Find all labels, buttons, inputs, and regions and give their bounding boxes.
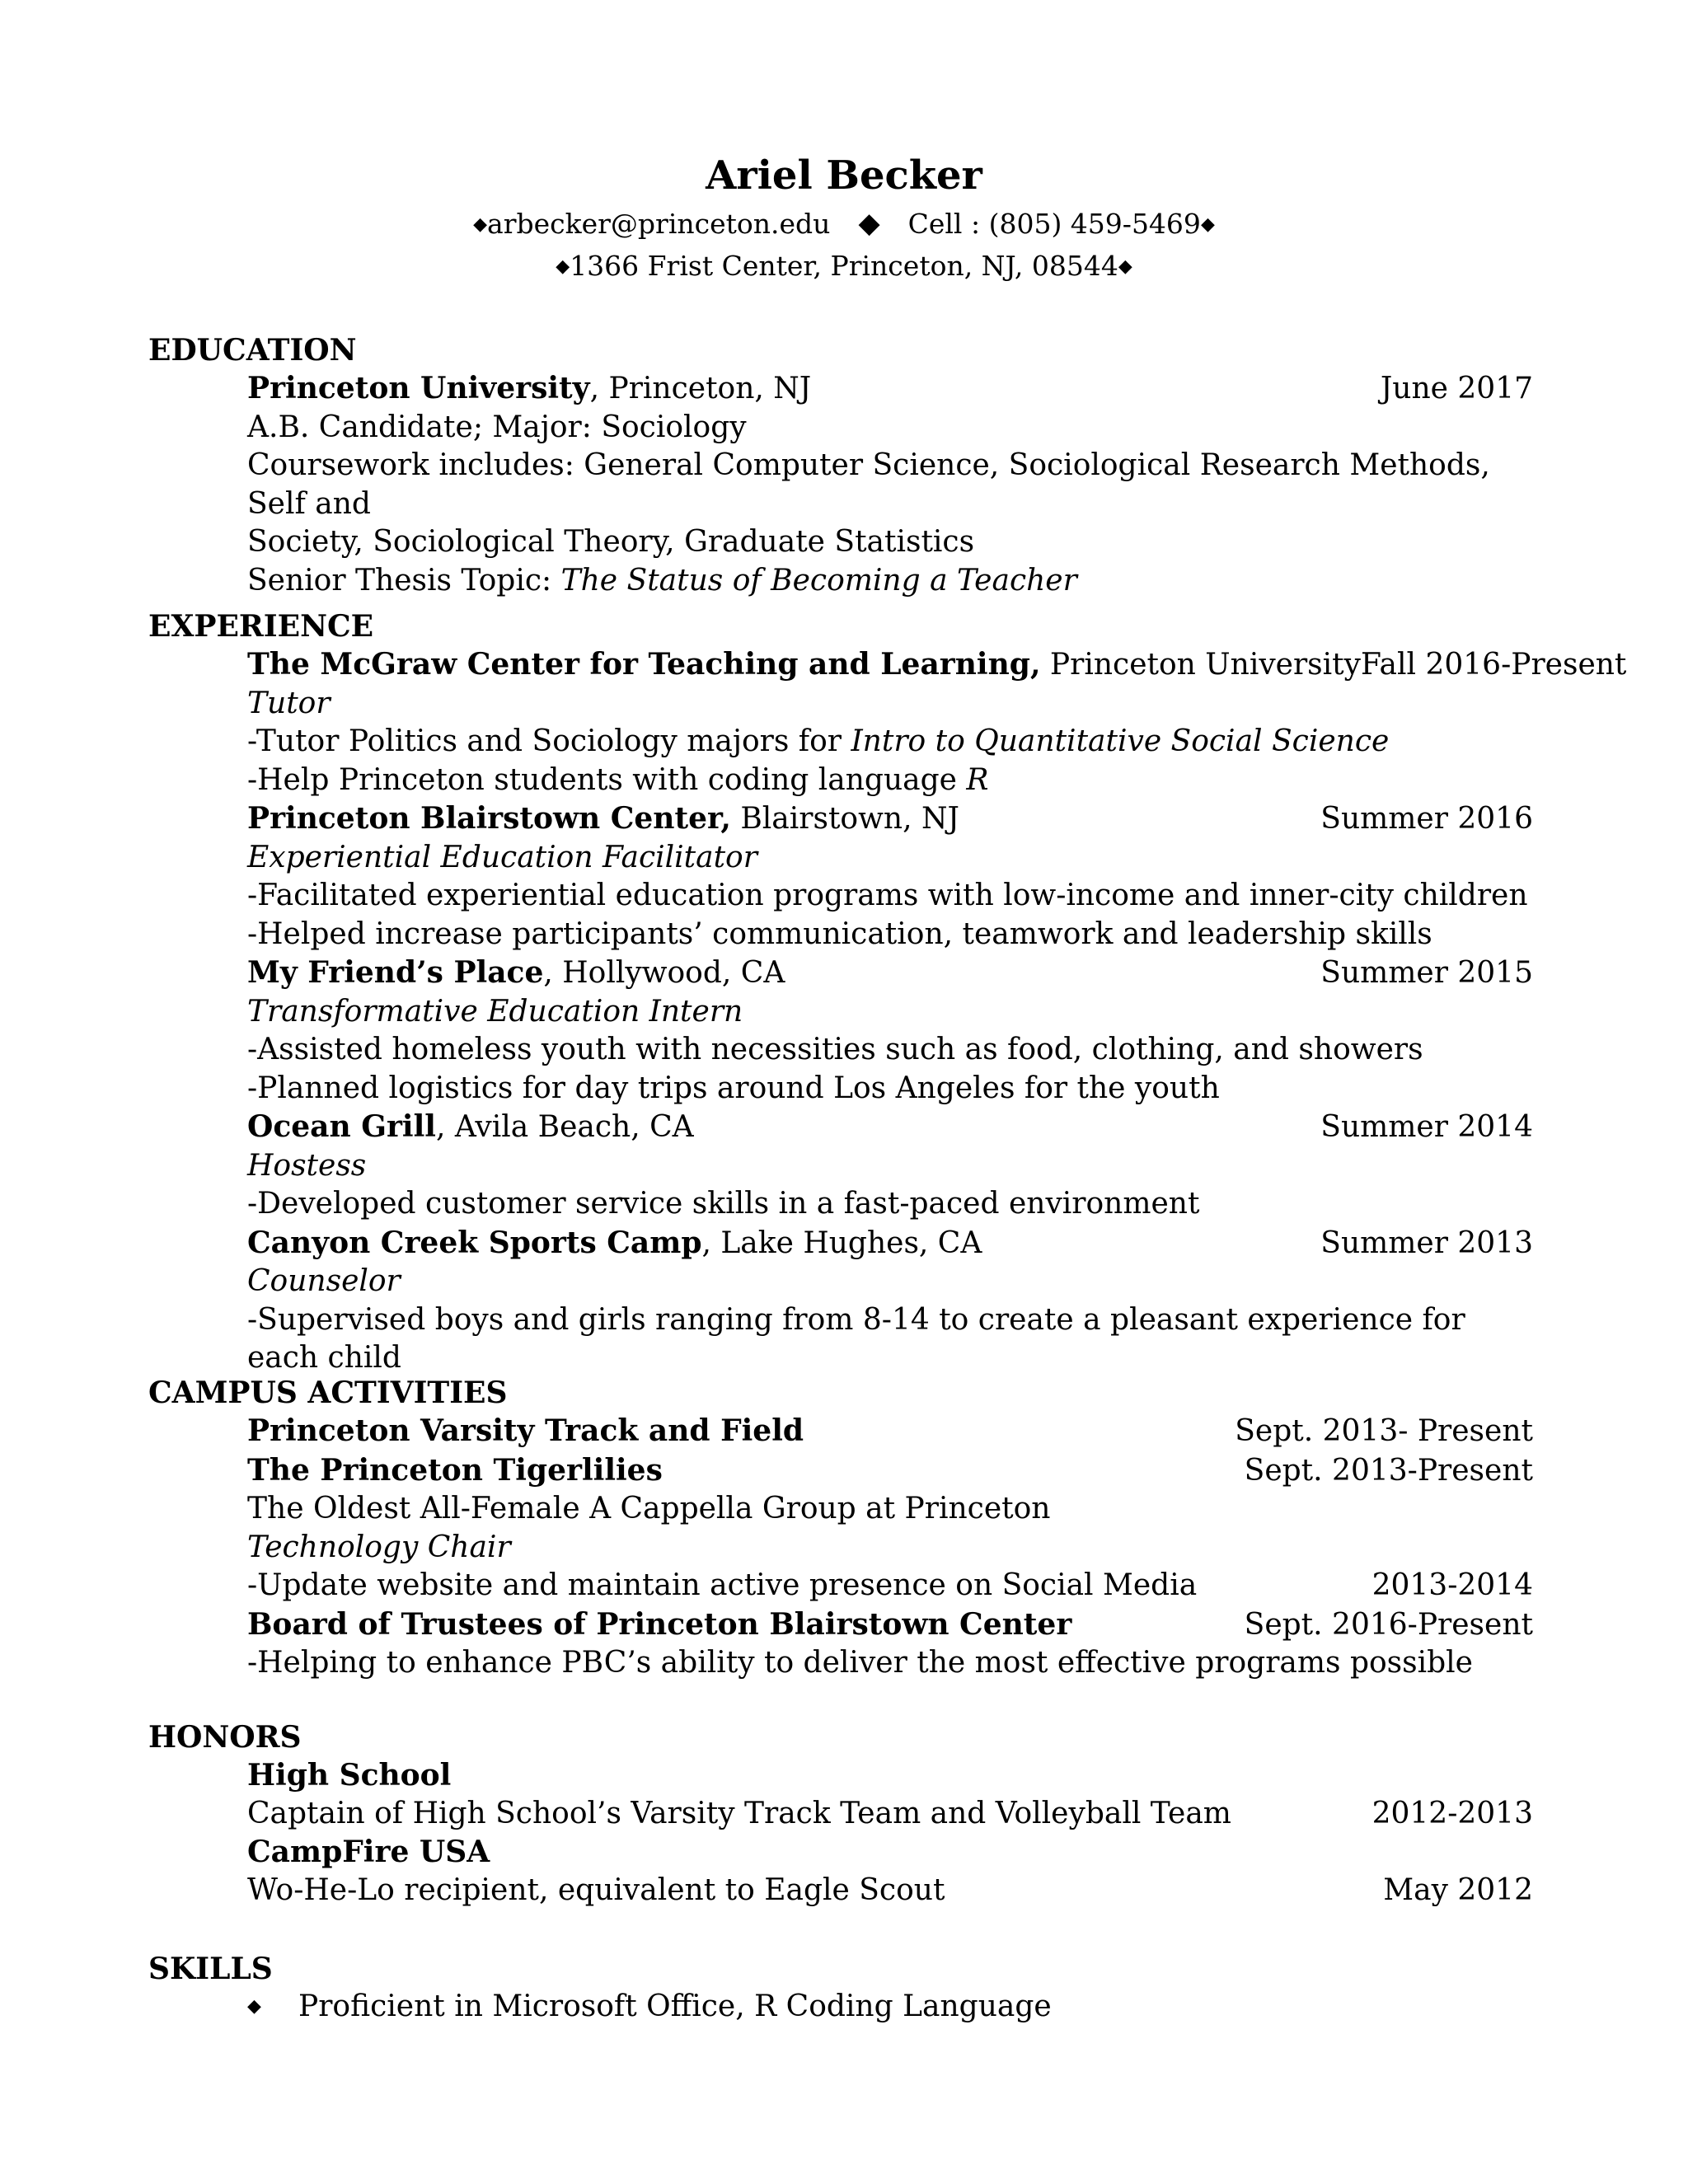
diamond-icon: ◆ xyxy=(1200,214,1215,235)
activity-row xyxy=(247,1605,1533,1645)
diamond-icon: ◆ xyxy=(858,207,880,240)
job-org: The McGraw Center for Teaching and Learning, xyxy=(247,647,1041,682)
school-name: Princeton University xyxy=(247,371,590,405)
activity-bullet: -Helping to enhance PBC’s ability to deliver the most effective programs possible xyxy=(247,1646,1473,1680)
skills-section xyxy=(148,1950,1533,2027)
activity-date: Sept. 2013- Present xyxy=(1235,1414,1533,1448)
job-header-row xyxy=(247,645,1627,685)
activity-date: 2013-2014 xyxy=(1372,1568,1533,1602)
address-line xyxy=(0,246,1688,288)
contact-line xyxy=(0,203,1688,246)
diamond-icon: ◆ xyxy=(473,214,488,235)
job-role: Experiential Education Facilitator xyxy=(247,840,757,874)
job-role: Tutor xyxy=(247,686,331,720)
activity-bullet-row xyxy=(247,1567,1533,1605)
activities-section xyxy=(148,1374,1533,1683)
resume-header xyxy=(0,148,1688,288)
activity-bullet: -Update website and maintain active presence on Social Media xyxy=(247,1568,1198,1602)
section-title-experience: EXPERIENCE xyxy=(148,609,374,644)
education-date: June 2017 xyxy=(1380,372,1533,405)
thesis-title: The Status of Becoming a Teacher xyxy=(560,563,1077,598)
honor-name: CampFire USA xyxy=(247,1835,490,1869)
honor-name: High School xyxy=(247,1758,452,1793)
job-bullet: -Helped increase participants’ communication, teamwork and leadership skills xyxy=(247,916,1432,951)
activity-row xyxy=(247,1412,1533,1451)
job-bullet-text: -Help Princeton students with coding language xyxy=(247,762,967,797)
honor-desc: Captain of High School’s Varsity Track Team and Volleyball Team xyxy=(247,1796,1231,1830)
job-header-row xyxy=(247,1108,1533,1147)
activity-name: Princeton Varsity Track and Field xyxy=(247,1413,804,1448)
job-location: Blairstown, NJ xyxy=(730,802,959,836)
honor-row xyxy=(247,1795,1533,1834)
job-bullet xyxy=(247,723,1533,762)
activity-desc: The Oldest All-Female A Cappella Group at Princeton xyxy=(247,1492,1051,1526)
job-role: Counselor xyxy=(247,1264,401,1298)
thesis-line xyxy=(247,562,1533,601)
skill-text: Proficient in Microsoft Office, R Coding Language xyxy=(298,1990,1052,2023)
honors-section xyxy=(148,1718,1533,1910)
job-location: , Hollywood, CA xyxy=(543,956,785,990)
job-bullet xyxy=(247,762,1533,800)
job-header-row xyxy=(247,954,1533,993)
education-section xyxy=(148,331,1533,600)
degree-text: A.B. Candidate; Major: Sociology xyxy=(247,410,747,444)
job-location: , Avila Beach, CA xyxy=(435,1110,694,1144)
honor-row xyxy=(247,1872,1533,1910)
job-bullet: -Planned logistics for day trips around Los Angeles for the youth xyxy=(247,1071,1220,1105)
education-school-row xyxy=(247,369,1533,409)
diamond-icon: ◆ xyxy=(556,256,570,277)
section-title-skills: SKILLS xyxy=(148,1952,273,1986)
section-title-honors: HONORS xyxy=(148,1720,302,1755)
email-text: arbecker@princeton.edu xyxy=(487,208,831,240)
job-role: Transformative Education Intern xyxy=(247,994,743,1029)
job-location: Princeton University xyxy=(1040,648,1361,682)
job-date: Summer 2013 xyxy=(1320,1226,1533,1260)
job-header-row xyxy=(247,799,1533,839)
job-date: Summer 2014 xyxy=(1320,1110,1533,1144)
cell-text: Cell : (805) 459-5469 xyxy=(907,208,1201,240)
section-title-education: EDUCATION xyxy=(148,333,357,368)
activity-date: Sept. 2016-Present xyxy=(1244,1607,1533,1642)
activity-row xyxy=(247,1451,1533,1491)
honor-date: 2012-2013 xyxy=(1372,1796,1533,1830)
coursework-line-2: Society, Sociological Theory, Graduate Statistics xyxy=(247,525,975,559)
job-date: Summer 2015 xyxy=(1320,956,1533,990)
diamond-bullet-icon: ◆ xyxy=(247,1996,261,2017)
job-bullet-text: -Tutor Politics and Sociology majors for xyxy=(247,724,851,758)
job-org: My Friend’s Place xyxy=(247,955,544,990)
coursework-line-1: Coursework includes: General Computer Science, Sociological Research Methods, Self and xyxy=(247,448,1490,521)
activity-date: Sept. 2013-Present xyxy=(1244,1453,1533,1488)
address-text: 1366 Frist Center, Princeton, NJ, 08544 xyxy=(570,250,1118,282)
diamond-icon: ◆ xyxy=(1118,256,1132,277)
job-role: Hostess xyxy=(247,1148,367,1183)
job-location: , Lake Hughes, CA xyxy=(701,1226,982,1260)
job-date: Summer 2016 xyxy=(1320,802,1533,836)
candidate-name: Ariel Becker xyxy=(706,152,982,199)
job-date: Fall 2016-Present xyxy=(1360,648,1627,682)
activity-role: Technology Chair xyxy=(247,1530,511,1564)
activity-name: The Princeton Tigerlilies xyxy=(247,1452,663,1488)
thesis-label: Senior Thesis Topic: xyxy=(247,563,561,598)
school-location: , Princeton, NJ xyxy=(589,372,812,405)
job-bullet-italic: Intro to Quantitative Social Science xyxy=(851,724,1390,758)
job-org: Canyon Creek Sports Camp xyxy=(247,1225,702,1260)
job-bullet: -Supervised boys and girls ranging from 8-14 to create a pleasant experience for each child xyxy=(247,1302,1465,1375)
experience-section xyxy=(148,607,1627,1378)
job-bullet: -Facilitated experiential education programs with low-income and inner-city children xyxy=(247,879,1528,912)
job-org: Princeton Blairstown Center, xyxy=(247,801,731,836)
job-org: Ocean Grill xyxy=(247,1109,436,1144)
honor-date: May 2012 xyxy=(1383,1872,1533,1907)
honor-desc: Wo-He-Lo recipient, equivalent to Eagle Scout xyxy=(247,1872,945,1907)
job-bullet: -Developed customer service skills in a fast-paced environment xyxy=(247,1187,1200,1221)
activity-name: Board of Trustees of Princeton Blairstown Center xyxy=(247,1606,1072,1642)
skill-item xyxy=(247,1988,1533,2027)
job-bullet: -Assisted homeless youth with necessities such as food, clothing, and showers xyxy=(247,1033,1423,1066)
job-header-row xyxy=(247,1224,1533,1263)
section-title-activities: CAMPUS ACTIVITIES xyxy=(148,1376,508,1410)
job-bullet-italic: R xyxy=(966,762,989,797)
